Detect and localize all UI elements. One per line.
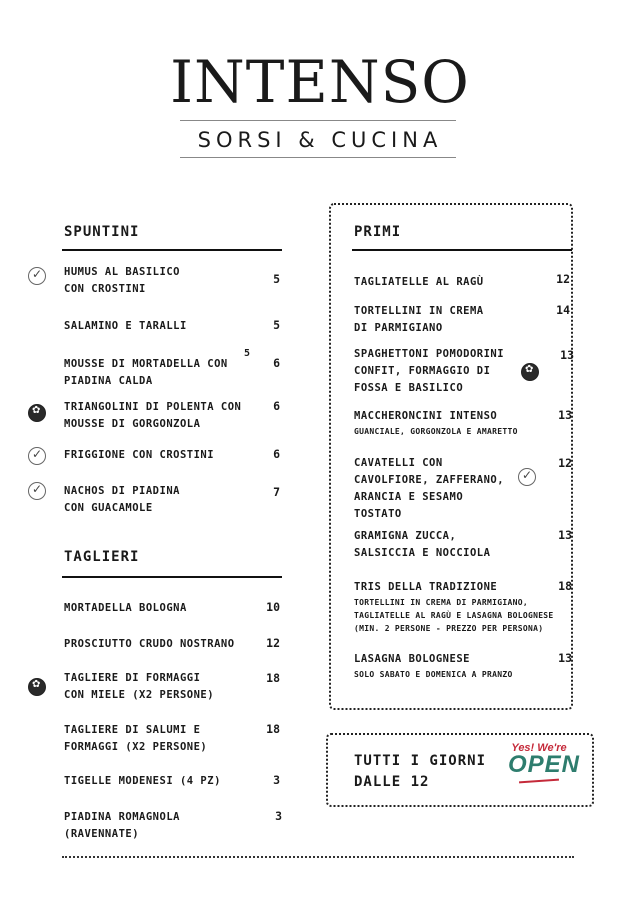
- item-price: 13: [558, 651, 572, 665]
- item-price: 13: [558, 528, 572, 542]
- item-price: 18: [266, 671, 280, 685]
- vegan-icon: [28, 447, 46, 465]
- item-price: 14: [556, 303, 570, 317]
- item-price: 18: [266, 722, 280, 736]
- brand-subtitle: SORSI & CUCINA: [197, 128, 443, 152]
- menu-item: MACCHERONCINI INTENSO GUANCIALE, GORGONZOLA E AMARETTO: [354, 410, 518, 436]
- section-rule: [62, 249, 282, 251]
- divider: [180, 157, 456, 158]
- gluten-free-icon: [28, 404, 46, 422]
- menu-item: HUMUS AL BASILICO CON CROSTINI: [64, 266, 180, 295]
- menu-item: SPAGHETTONI POMODORINI CONFIT, FORMAGGIO DI FOSSA E BASILICO: [354, 348, 505, 394]
- menu-item: TAGLIERE DI FORMAGGI CON MIELE (X2 PERSONE): [64, 672, 215, 701]
- gluten-free-icon: [28, 678, 46, 696]
- menu-item: GRAMIGNA ZUCCA, SALSICCIA E NOCCIOLA: [354, 530, 491, 559]
- open-sign-logo: Yes! We're OPEN: [508, 742, 570, 782]
- item-price: 13: [560, 348, 574, 362]
- section-title-primi: PRIMI: [354, 224, 402, 240]
- section-title-spuntini: SPUNTINI: [64, 224, 140, 240]
- item-price: 6: [273, 447, 280, 461]
- item-price: 7: [273, 485, 280, 499]
- menu-item: FRIGGIONE CON CROSTINI: [64, 449, 215, 461]
- menu-item: TIGELLE MODENESI (4 PZ): [64, 775, 221, 787]
- opening-hours-text: TUTTI I GIORNI DALLE 12: [354, 753, 487, 790]
- item-price: 12: [558, 456, 572, 470]
- menu-item: TAGLIATELLE AL RAGÙ: [354, 276, 484, 288]
- item-price: 3: [273, 773, 280, 787]
- footer-divider: [62, 856, 574, 858]
- menu-item: TAGLIERE DI SALUMI E FORMAGGI (X2 PERSONE): [64, 724, 208, 753]
- menu-item: TORTELLINI IN CREMA DI PARMIGIANO: [354, 305, 484, 334]
- item-price: 12: [556, 272, 570, 286]
- menu-item: TRIS DELLA TRADIZIONE TORTELLINI IN CREMA DI PARMIGIANO, TAGLIATELLE AL RAGÙ E LASAGNA BOLOGNESE (MIN. 2 PERSONE - PREZZO PER PERSONA): [354, 581, 554, 633]
- menu-item: LASAGNA BOLOGNESE SOLO SABATO E DOMENICA A PRANZO: [354, 653, 513, 679]
- item-price: 6: [273, 399, 280, 413]
- item-price: 5: [273, 318, 280, 332]
- item-price: 10: [266, 600, 280, 614]
- item-price: 6: [273, 356, 280, 370]
- gluten-free-icon: [521, 363, 539, 381]
- menu-item: TRIANGOLINI DI POLENTA CON MOUSSE DI GORGONZOLA: [64, 401, 242, 430]
- section-rule: [62, 576, 282, 578]
- item-price: 13: [558, 408, 572, 422]
- menu-item: SALAMINO E TARALLI: [64, 320, 187, 332]
- vegan-icon: [28, 482, 46, 500]
- section-title-taglieri: TAGLIERI: [64, 549, 140, 565]
- item-price: 18: [558, 579, 572, 593]
- item-price: 3: [275, 809, 282, 823]
- menu-item: PROSCIUTTO CRUDO NOSTRANO: [64, 638, 235, 650]
- menu-item: CAVATELLI CON CAVOLFIORE, ZAFFERANO, ARANCIA E SESAMO TOSTATO: [354, 457, 505, 520]
- item-price-old: 5: [243, 348, 250, 359]
- item-price: 5: [273, 272, 280, 286]
- divider: [180, 120, 456, 121]
- menu-item: MORTADELLA BOLOGNA: [64, 602, 187, 614]
- menu-item: PIADINA ROMAGNOLA (RAVENNATE): [64, 811, 180, 840]
- menu-item: MOUSSE DI MORTADELLA CON PIADINA CALDA: [64, 358, 228, 387]
- item-price: 12: [266, 636, 280, 650]
- brand-logo: INTENSO: [170, 48, 470, 116]
- menu-item: NACHOS DI PIADINA CON GUACAMOLE: [64, 485, 180, 514]
- vegan-icon: [28, 267, 46, 285]
- section-rule: [352, 249, 572, 251]
- vegan-icon: [518, 468, 536, 486]
